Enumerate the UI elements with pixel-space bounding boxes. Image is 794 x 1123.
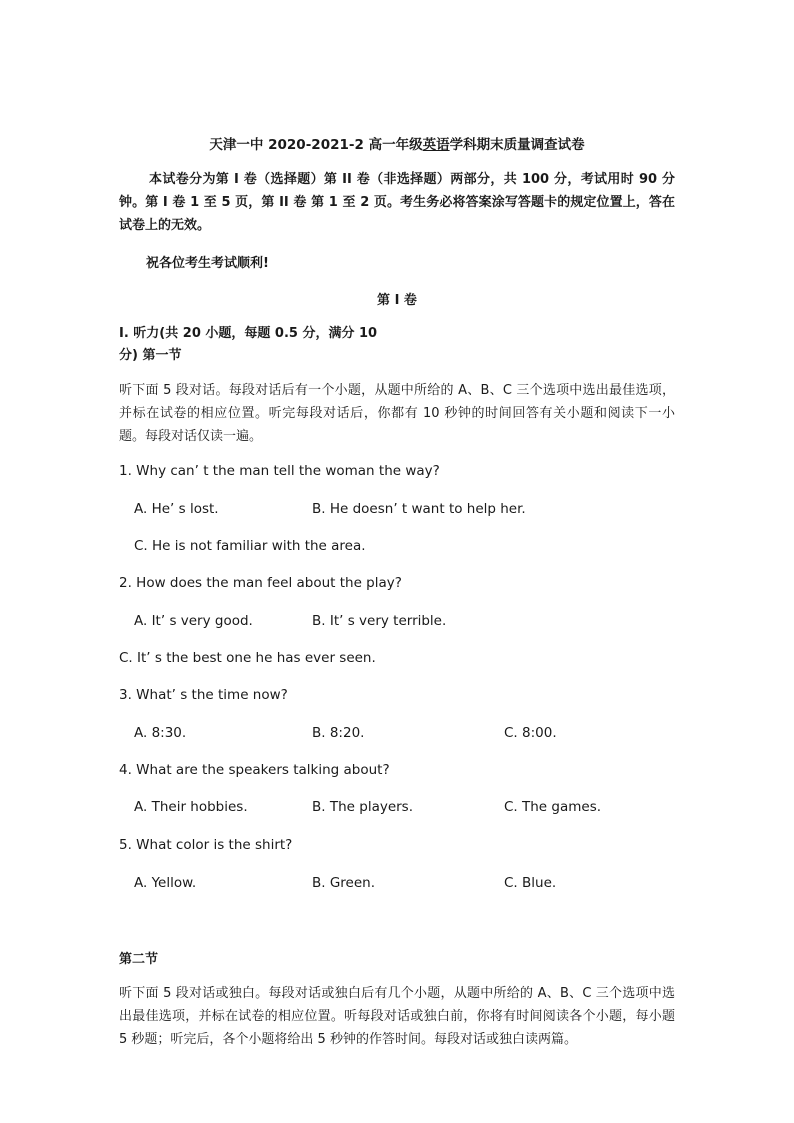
title-suffix: 学科期末质量调查试卷 <box>449 137 585 153</box>
exam-intro: 本试卷分为第 I 卷（选择题）第 II 卷（非选择题）两部分，共 100 分，考试用时 90 分钟。第 I 卷 1 至 5 页，第 II 卷 第 1 至 2 页。考生务必将答案涂写答题卡的规定位置上，答在试卷上的无效。 <box>119 172 675 233</box>
question-2-option-c: C. It’ s the best one he has ever seen. <box>119 650 376 666</box>
section1-instructions: 听下面 5 段对话。每段对话后有一个小题，从题中所给的 A、B、C 三个选项中选出最佳选项，并标在试卷的相应位置。听完每段对话后，你都有 10 秒钟的时间回答有关小题和阅读下一小题。每段对话仅读一遍。 <box>119 383 675 444</box>
question-1-option-c: C. He is not familiar with the area. <box>134 538 366 554</box>
question-3-stem: 3. What’ s the time now? <box>119 687 288 703</box>
question-1-stem: 1. Why can’ t the man tell the woman the way? <box>119 463 440 479</box>
title-subject: 英语 <box>422 137 450 153</box>
question-4-option-b: B. The players. <box>312 799 414 815</box>
question-3-option-a: A. 8:30. <box>134 725 187 741</box>
title-prefix: 天津一中 2020-2021-2 高一年级 <box>209 137 423 153</box>
question-5-option-c: C. Blue. <box>504 875 557 891</box>
question-5-stem: 5. What color is the shirt? <box>119 837 293 853</box>
question-4-stem: 4. What are the speakers talking about? <box>119 762 390 778</box>
volume-title: 第 I 卷 <box>377 293 417 308</box>
section1-heading <box>119 323 377 367</box>
section1-heading-line2: 分) 第一节 <box>119 348 182 363</box>
question-5-option-b: B. Green. <box>312 875 376 891</box>
question-2-option-a: A. It’ s very good. <box>134 613 253 629</box>
exam-title <box>0 133 794 153</box>
question-3-option-b: B. 8:20. <box>312 725 365 741</box>
question-1-option-a: A. He’ s lost. <box>134 501 219 517</box>
question-1-option-b: B. He doesn’ t want to help her. <box>312 501 526 517</box>
question-2-stem: 2. How does the man feel about the play? <box>119 575 402 591</box>
question-4-option-c: C. The games. <box>504 799 602 815</box>
question-2-option-b: B. It’ s very terrible. <box>312 613 447 629</box>
question-5-option-a: A. Yellow. <box>134 875 197 891</box>
section2-heading: 第二节 <box>119 952 159 967</box>
good-luck-line: 祝各位考生考试顺利! <box>146 256 269 271</box>
question-4-option-a: A. Their hobbies. <box>134 799 248 815</box>
question-3-option-c: C. 8:00. <box>504 725 557 741</box>
section2-instructions: 听下面 5 段对话或独白。每段对话或独白后有几个小题，从题中所给的 A、B、C 三个选项中选出最佳选项，并标在试卷的相应位置。听每段对话或独白前，你将有时间阅读各个小题，每小题 5 秒题；听完后，各个小题将给出 5 秒钟的作答时间。每段对话或独白读两篇。 <box>119 986 675 1047</box>
section1-heading-line1: I. 听力(共 20 小题，每题 0.5 分，满分 10 <box>119 326 378 341</box>
